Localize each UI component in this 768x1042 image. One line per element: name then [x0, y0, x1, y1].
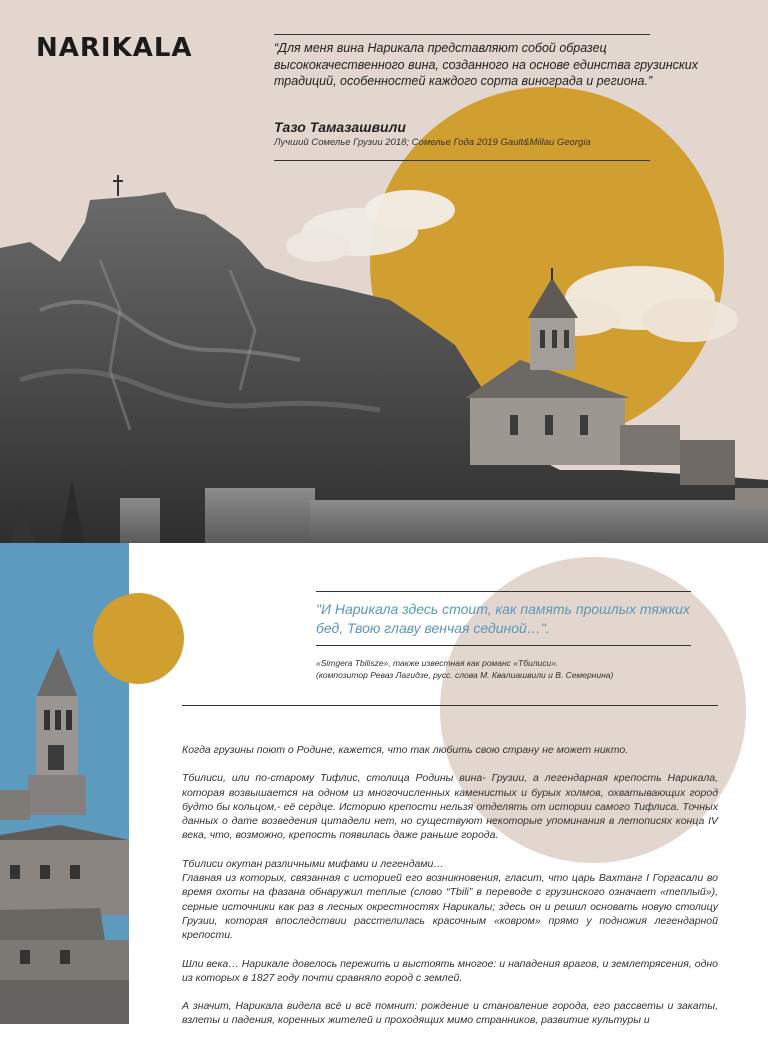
paragraph-5: А значит, Нарикала видела всё и всё помнит: рождение и становление города, его рассветы и закаты, взлеты и падения, коренных жителей и проходящих мимо странников, развитие культуры и	[182, 1000, 718, 1027]
song-quote-top-rule	[316, 591, 691, 592]
song-source-line-1: «Simgera Tbilisze», также известная как романс «Тбилиси».	[316, 658, 559, 668]
cross-icon	[113, 175, 123, 196]
paragraph-3	[182, 857, 718, 943]
brand-logo: NARIKALA	[36, 33, 193, 63]
song-source	[316, 658, 716, 681]
sommelier-quote: “Для меня вина Нарикала представляют собой образец высококачественного вина, созданного на основе единства грузинских традиций, особенностей каждого сорта винограда и региона.”	[274, 41, 698, 88]
cloud-left	[286, 190, 455, 262]
paragraph-4: Шли века… Нарикале довелось пережить и выстоять многое: и нападения врагов, и землетрясения, одно из которых в 1827 году почти сравняло город с землей.	[182, 957, 718, 984]
article-body	[182, 743, 718, 1042]
bell-tower-photo	[0, 640, 129, 1024]
body-top-rule	[182, 705, 718, 706]
paragraph-1: Когда грузины поют о Родине, кажется, что так любить свою страну не может никто.	[182, 744, 629, 756]
song-quote: "И Нарикала здесь стоит, как память прошлых тяжких бед, Твою главу венчая сединой…".	[316, 601, 690, 636]
quote-top-rule	[274, 34, 650, 35]
paragraph-3-body: Главная из которых, связанная с историей его возникновения, гласит, что царь Вахтанг I Горгасали во время охоты на фазана обнаружил теплые (слово “Tbili” в переводе с грузинского означает «теплый»), серные источники как раз в лесных окрестностях Нарикалы; здесь он и решил основать новую столицу Грузии, которая впоследствии расстелилась красочным «ковром» прямо у подножия легендарной крепости.	[182, 872, 718, 942]
paragraph-3-lead: Тбилиси окутан различными мифами и легендами…	[182, 857, 444, 870]
quote-bottom-rule	[274, 160, 650, 161]
song-source-line-2: (композитор Реваз Лагидзе, русс. слова М. Квалиашвили и В. Семернина)	[316, 669, 614, 680]
song-quote-bottom-rule	[316, 645, 691, 646]
quote-author: Тазо Тамазашвили	[274, 119, 406, 135]
wall-tower	[120, 498, 160, 543]
fortress-photo	[0, 170, 768, 543]
paragraph-2: Тбилиси, или по-старому Тифлис, столица Родины вина- Грузии, а легендарная крепость Нарикала, которая возвышается на одном из многочисленных каменистых и бурых холмов, охватывающих город будто бы кольцом,- её сердце. Историю крепости нельзя отделять от истории самого Тифлиса. Точных данных о дате возведения цитадели нет, но существуют некоторые упоминания в летописях конца IV века, что, возможно, крепость появилась даже раньше города.	[182, 772, 718, 842]
author-title: Лучший Сомелье Грузии 2018; Сомелье Года 2019 Gault&Millau Georgia	[274, 137, 591, 148]
